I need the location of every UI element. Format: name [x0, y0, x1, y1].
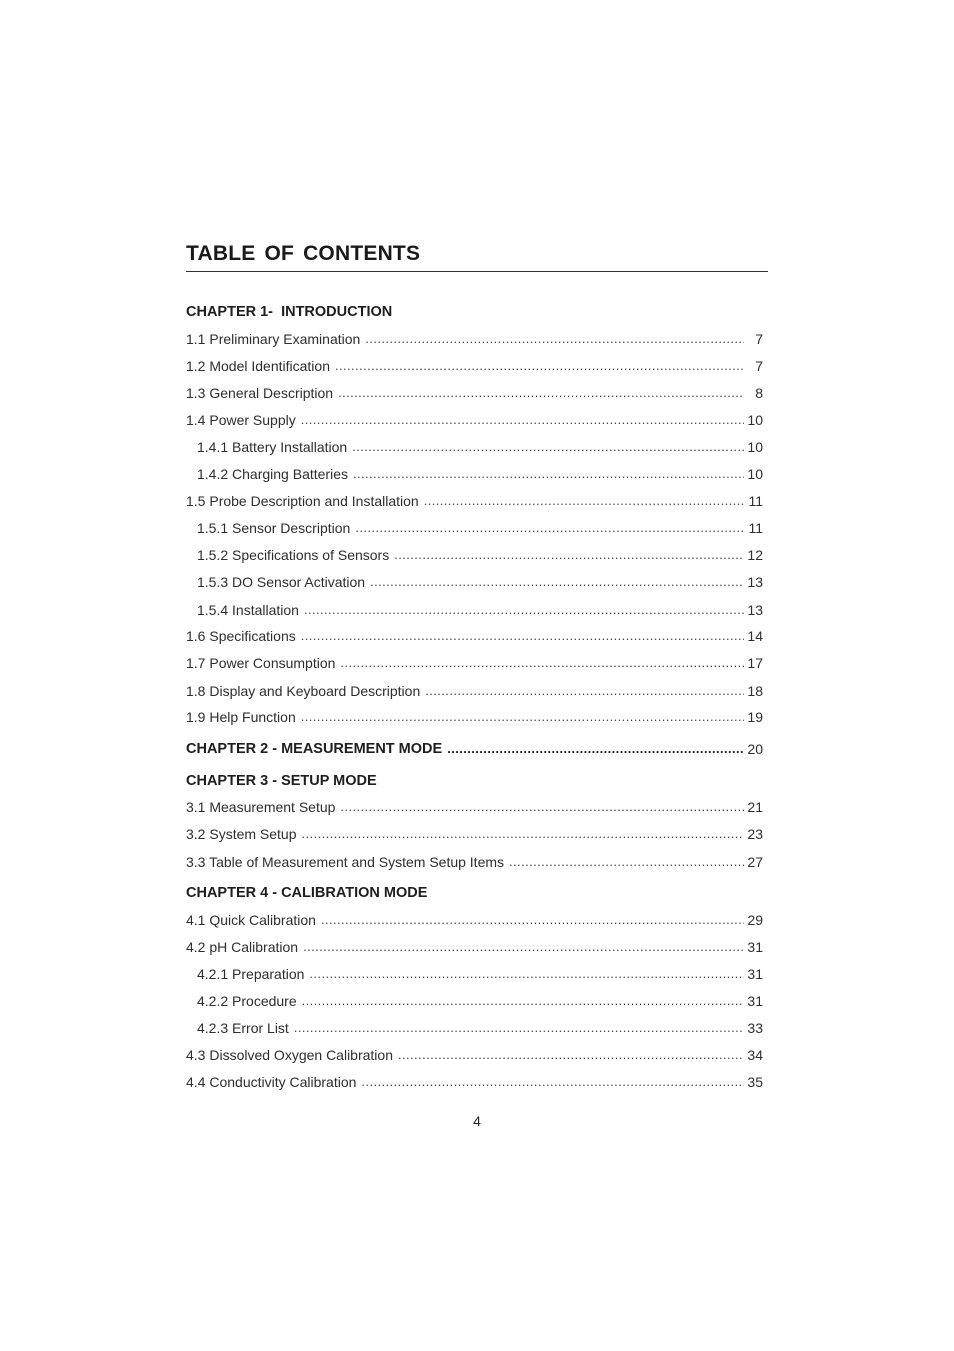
toc-subentry — [197, 572, 763, 592]
toc-entry-page: 33 — [747, 1020, 763, 1036]
dot-leader — [424, 491, 744, 511]
dot-leader — [355, 518, 744, 538]
toc-entry-label: 4.2.1 Preparation — [197, 966, 305, 982]
toc-entry-label: 1.4.2 Charging Batteries — [197, 466, 348, 482]
toc-entry-label: 1.5.1 Sensor Description — [197, 520, 351, 536]
toc-entry — [186, 707, 763, 727]
toc-entry-page: 7 — [755, 358, 763, 374]
toc-entry-page: 10 — [747, 466, 763, 482]
toc-entry — [186, 824, 763, 844]
dot-leader — [301, 410, 744, 430]
toc-entry-label: 1.5.2 Specifications of Sensors — [197, 547, 390, 563]
chapter-2-page: 20 — [747, 741, 763, 757]
toc-entry-page: 8 — [755, 385, 763, 401]
dot-leader — [304, 600, 744, 620]
dot-leader — [338, 383, 744, 403]
toc-entry-page: 13 — [747, 574, 763, 590]
toc-entry-page: 31 — [747, 939, 763, 955]
toc-entry-page: 14 — [747, 628, 763, 644]
toc-entry-page: 23 — [747, 826, 763, 842]
toc-entry-page: 17 — [747, 655, 763, 671]
toc-entry — [186, 383, 763, 403]
dot-leader — [361, 1072, 744, 1092]
dot-leader — [340, 653, 744, 673]
toc-entry-label: 1.4.1 Battery Installation — [197, 439, 348, 455]
toc-entry-label: 3.3 Table of Measurement and System Setup Items — [186, 854, 505, 870]
toc-entry-label: 1.5.3 DO Sensor Activation — [197, 574, 366, 590]
toc-entry — [186, 910, 763, 930]
toc-entry — [186, 356, 763, 376]
toc-entry-page: 21 — [747, 799, 763, 815]
dot-leader — [303, 937, 744, 957]
toc-entry-label: 1.5 Probe Description and Installation — [186, 493, 419, 509]
dot-leader — [294, 1018, 744, 1038]
toc-entry-label: 4.2.3 Error List — [197, 1020, 289, 1036]
dot-leader — [301, 626, 744, 646]
toc-entry-label: 1.5.4 Installation — [197, 602, 299, 618]
toc-subentry — [197, 991, 763, 1011]
dot-leader — [398, 1045, 744, 1065]
dot-leader — [321, 910, 744, 930]
page-title: TABLE OF CONTENTS — [186, 242, 421, 265]
toc-entry — [186, 329, 763, 349]
toc-subentry — [197, 1018, 763, 1038]
toc-entry-label: 1.7 Power Consumption — [186, 655, 336, 671]
toc-entry-label: 4.4 Conductivity Calibration — [186, 1074, 357, 1090]
toc-entry-page: 11 — [748, 493, 763, 509]
toc-entry — [186, 1045, 763, 1065]
dot-leader — [352, 437, 744, 457]
dot-leader — [425, 681, 744, 701]
toc-entry — [186, 491, 763, 511]
toc-entry-label: 3.2 System Setup — [186, 826, 297, 842]
page-number: 4 — [473, 1113, 481, 1129]
dot-leader — [353, 464, 744, 484]
toc-entry-label: 1.1 Preliminary Examination — [186, 331, 361, 347]
chapter-4-heading: CHAPTER 4 - CALIBRATION MODE — [186, 885, 428, 901]
toc-entry-page: 12 — [747, 547, 763, 563]
toc-entry — [186, 1072, 763, 1092]
toc-entry — [186, 681, 763, 701]
title-rule — [186, 271, 768, 272]
toc-entry-page: 34 — [747, 1047, 763, 1063]
toc-subentry — [197, 964, 763, 984]
toc-entry-label: 1.4 Power Supply — [186, 412, 296, 428]
toc-entry-page: 29 — [747, 912, 763, 928]
chapter-2-heading — [186, 739, 763, 759]
dot-leader — [309, 964, 744, 984]
toc-subentry — [197, 437, 763, 457]
toc-subentry — [197, 518, 763, 538]
toc-entry-page: 13 — [747, 602, 763, 618]
dot-leader — [302, 824, 744, 844]
chapter-3-heading: CHAPTER 3 - SETUP MODE — [186, 773, 377, 789]
chapter-2-label: CHAPTER 2 - MEASUREMENT MODE — [186, 741, 443, 757]
toc-entry-label: 4.1 Quick Calibration — [186, 912, 316, 928]
toc-subentry — [197, 600, 763, 620]
toc-entry — [186, 797, 763, 817]
toc-entry-label: 1.3 General Description — [186, 385, 334, 401]
dot-leader — [509, 852, 744, 872]
toc-entry-label: 3.1 Measurement Setup — [186, 799, 336, 815]
toc-entry-page: 19 — [747, 709, 763, 725]
toc-entry-page: 18 — [747, 683, 763, 699]
toc-entry-page: 35 — [747, 1074, 763, 1090]
dot-leader — [447, 739, 744, 759]
toc-subentry — [197, 545, 763, 565]
toc-entry-label: 4.2.2 Procedure — [197, 993, 297, 1009]
toc-entry-label: 1.9 Help Function — [186, 709, 296, 725]
toc-entry — [186, 626, 763, 646]
toc-entry — [186, 410, 763, 430]
dot-leader — [302, 991, 744, 1011]
toc-entry — [186, 852, 763, 872]
dot-leader — [301, 707, 744, 727]
toc-entry — [186, 937, 763, 957]
toc-entry-label: 1.2 Model Identification — [186, 358, 330, 374]
toc-entry-page: 7 — [755, 331, 763, 347]
toc-entry — [186, 653, 763, 673]
toc-entry-page: 31 — [747, 966, 763, 982]
dot-leader — [335, 356, 744, 376]
toc-entry-label: 1.8 Display and Keyboard Description — [186, 683, 421, 699]
dot-leader — [365, 329, 744, 349]
toc-entry-label: 4.3 Dissolved Oxygen Calibration — [186, 1047, 393, 1063]
chapter-1-heading: CHAPTER 1- INTRODUCTION — [186, 304, 393, 320]
dot-leader — [340, 797, 744, 817]
toc-entry-page: 27 — [747, 854, 763, 870]
toc-entry-page: 10 — [747, 412, 763, 428]
toc-entry-label: 1.6 Specifications — [186, 628, 296, 644]
toc-entry-page: 31 — [747, 993, 763, 1009]
dot-leader — [370, 572, 744, 592]
dot-leader — [394, 545, 744, 565]
toc-entry-page: 10 — [747, 439, 763, 455]
toc-subentry — [197, 464, 763, 484]
toc-entry-label: 4.2 pH Calibration — [186, 939, 299, 955]
toc-entry-page: 11 — [748, 520, 763, 536]
